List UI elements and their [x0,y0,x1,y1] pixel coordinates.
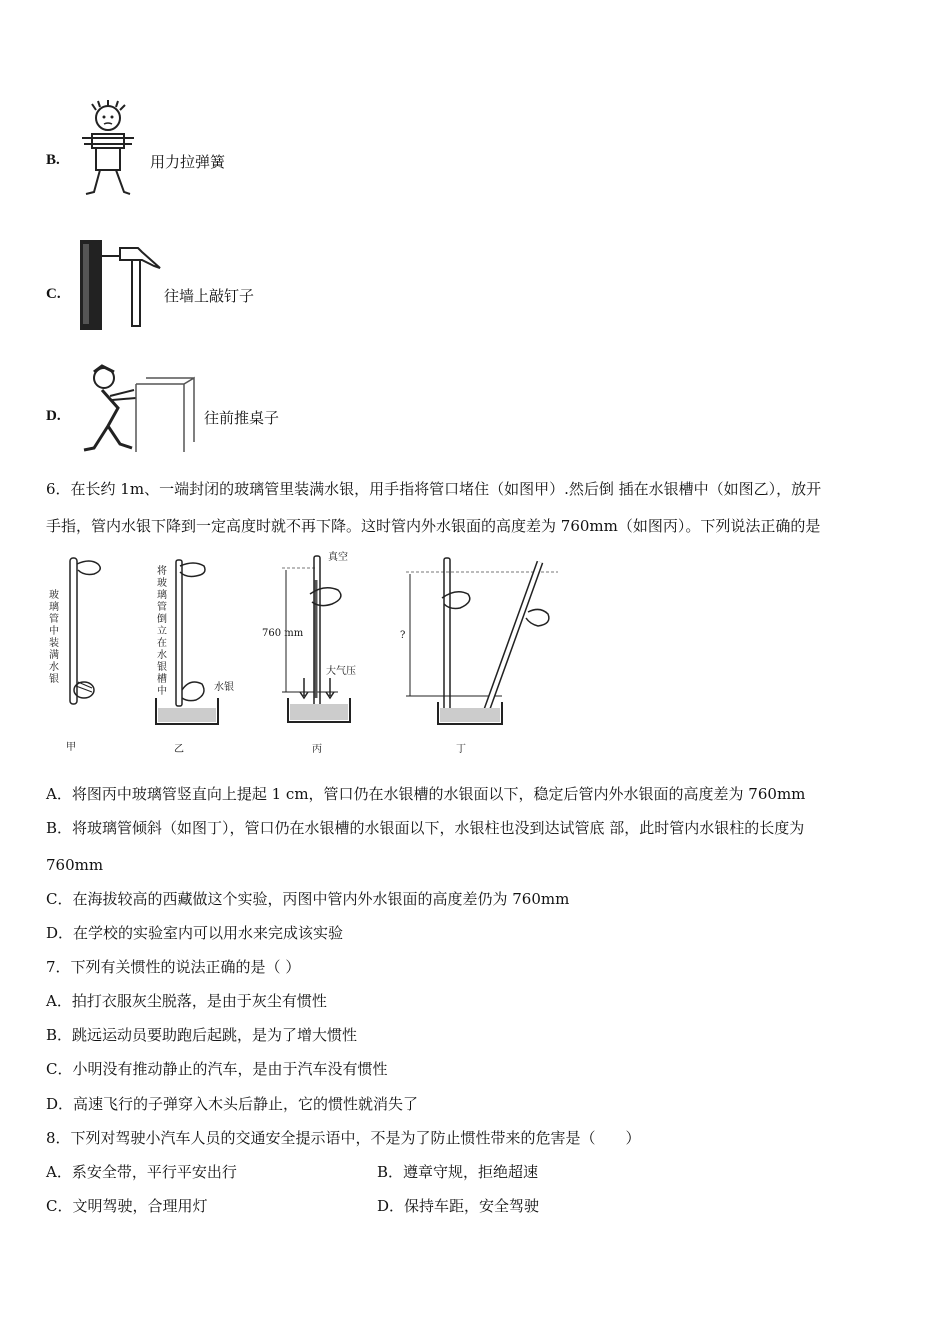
fig-label-ding: 丁 [456,744,466,755]
q6-option-a: A．将图丙中玻璃管竖直向上提起 1 cm，管口仍在水银槽的水银面以下，稳定后管内外水银面的高度差为 760mm [46,785,806,803]
fig-yi-apparatus [150,552,224,728]
fig-label-bing: 丙 [312,744,322,755]
q7-option-c: C．小明没有推动静止的汽车，是由于汽车没有惯性 [46,1060,388,1078]
fig-label-yi: 乙 [174,744,184,755]
q8-stem: 8．下列对驾驶小汽车人员的交通安全提示语中，不是为了防止惯性带来的危害是（ ） [46,1129,641,1147]
fig-bing-pressure-label: 大气压 [326,666,356,677]
fig-jia-side-text: 玻璃管中装满水银 [49,590,59,685]
q5-option-d-text: 往前推桌子 [204,409,280,427]
fig-yi-mercury-label: 水银 [214,682,234,693]
hammer-wall-illustration [80,238,165,332]
q7-option-a: A．拍打衣服灰尘脱落，是由于灰尘有惯性 [46,992,327,1010]
fig-bing-vacuum-label: 真空 [328,552,348,563]
q5-option-c-text: 往墙上敲钉子 [164,287,255,305]
fig-bing-height-label: 760 mm [262,628,304,639]
q6-option-b-cont: 760mm [46,856,104,874]
fig-ding-apparatus [398,552,568,728]
q7-option-b: B．跳远运动员要助跑后起跳，是为了增大惯性 [46,1026,358,1044]
spring-pull-illustration [78,100,138,200]
q6-stem-line1: 6．在长约 1m、一端封闭的玻璃管里装满水银，用手指将管口堵住（如图甲）.然后倒 插在水银槽中（如图乙），放开 [46,480,822,498]
q6-stem-line2: 手指，管内水银下降到一定高度时就不再下降。这时管内外水银面的高度差为 760mm（如图丙）。下列说法正确的是 [46,517,821,535]
q6-option-d: D．在学校的实验室内可以用水来完成该实验 [46,924,344,942]
q7-option-d: D．高速飞行的子弹穿入木头后静止，它的惯性就消失了 [46,1095,419,1113]
q5-option-b-text: 用力拉弹簧 [150,153,226,171]
fig-label-jia: 甲 [66,742,76,753]
push-table-illustration [74,364,198,456]
fig-ding-question-label: ? [400,630,406,641]
q8-option-b: B．遵章守规，拒绝超速 [377,1163,539,1181]
q6-option-b: B．将玻璃管倾斜（如图丁），管口仍在水银槽的水银面以下，水银柱也没到达试管底 部，此时管内水银柱的长度为 [46,819,805,837]
q5-option-d-letter: D. [46,408,61,424]
fig-yi-side-text: 将玻璃管倒立在水银槽中 [157,566,167,697]
q6-option-c: C．在海拔较高的西藏做这个实验，丙图中管内外水银面的高度差仍为 760mm [46,890,570,908]
q5-option-b-letter: B. [46,152,60,168]
q7-stem: 7．下列有关惯性的说法正确的是（ ） [46,958,301,976]
q8-option-a: A．系安全带，平行平安出行 [46,1163,237,1181]
q8-option-d: D．保持车距，安全驾驶 [377,1197,540,1215]
q5-option-c-letter: C. [46,286,61,302]
fig-jia-tube [64,552,114,712]
q8-option-c: C．文明驾驶，合理用灯 [46,1197,208,1215]
